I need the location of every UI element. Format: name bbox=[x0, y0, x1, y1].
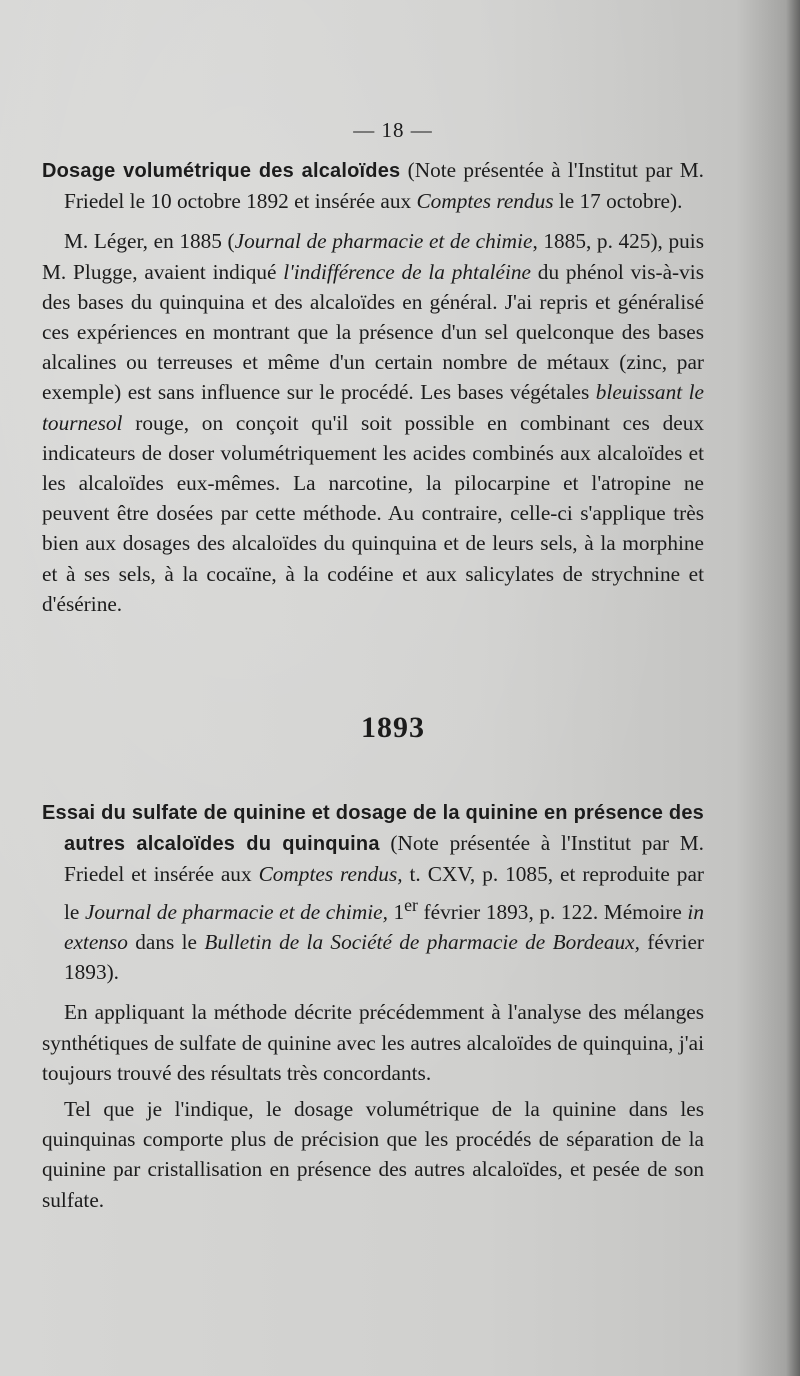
entry-note-text: février 1893). bbox=[64, 929, 704, 985]
entry-title: Dosage volumétrique des alcaloïdes bbox=[42, 160, 401, 182]
entry-note-text: février 1893, p. 122. Mémoire bbox=[417, 899, 688, 924]
journal-title: Comptes rendus, bbox=[258, 862, 403, 887]
entry-heading-dosage bbox=[42, 155, 704, 216]
entry-heading-essai bbox=[42, 797, 704, 987]
emphasis: bleuissant le tournesol bbox=[42, 380, 704, 435]
journal-title: Journal de pharmacie et de chimie bbox=[234, 229, 533, 254]
text-run: M. Léger, en 1885 ( bbox=[64, 229, 235, 254]
entry-title: Essai du sulfate de quinine et dosage de la quinine en présence des autres alcaloïdes du quinquina bbox=[42, 802, 704, 856]
entry-note-text: 1 bbox=[387, 899, 405, 924]
paragraph: Tel que je l'indique, le dosage volumétrique de la quinine dans les quinquinas comporte plus de précision que les procédés de séparation de la quinine par cristallisation en présence des autres alcaloïdes, et pesée de son sulfate. bbox=[42, 1096, 704, 1212]
text-run: , 1885, p. 425), puis M. Plugge, avaient indiqué bbox=[42, 229, 704, 284]
journal-title: Journal de pharmacie et de chimie, bbox=[84, 899, 388, 924]
paragraph bbox=[42, 226, 704, 619]
text-run: du phénol vis-à-vis des bases du quinquina et des alcaloïdes en général. J'ai repris et généralisé ces expériences en montrant que la présence d'un sel quelconque des bases alcalines ou terreuses et même d'un certain nombre de métaux (zinc, par exemple) est sans influence sur le procédé. Les bases végétales bbox=[42, 259, 704, 405]
entry-note-text: (Note présentée à l'Institut par M. Friedel le 10 octobre 1892 et insérée aux bbox=[64, 158, 704, 214]
entry-note-text: (Note présentée à l'Institut par M. Friedel et insérée aux bbox=[64, 831, 704, 887]
journal-title: Bulletin de la Société de pharmacie de Bordeaux, bbox=[204, 929, 640, 954]
emphasis: l'indifférence de la phtaléine bbox=[283, 259, 531, 284]
entry-note-text: le 17 octobre). bbox=[553, 189, 683, 214]
year-heading: 1893 bbox=[361, 711, 425, 745]
entry-note-text: t. CXV, p. 1085, et reproduite par le bbox=[64, 862, 704, 924]
text-run: rouge, on conçoit qu'il soit possible en combinant ces deux indicateurs de doser volumétriquement les acides combinés aux alcaloïdes et les alcaloïdes eux-mêmes. La narcotine, la pilocarpine et l'atropine ne peuvent être dosées par cette méthode. Au contraire, celle-ci s'applique très bien aux dosages des alcaloïdes du quinquina et de leurs sels, à la morphine et à ses sels, à la cocaïne, à la codéine et aux salicylates de strychnine et d'ésérine. bbox=[42, 410, 704, 616]
ordinal-superscript: er bbox=[404, 894, 418, 915]
page-number: — 18 — bbox=[353, 118, 433, 142]
journal-title: Comptes rendus bbox=[416, 189, 554, 214]
paragraph: En appliquant la méthode décrite précédemment à l'analyse des mélanges synthétiques de sulfate de quinine avec les autres alcaloïdes de quinquina, j'ai toujours trouvé des résultats très concordants. bbox=[42, 1000, 704, 1085]
entry-note-text: dans le bbox=[127, 929, 205, 954]
emphasis: in extenso bbox=[64, 899, 704, 954]
